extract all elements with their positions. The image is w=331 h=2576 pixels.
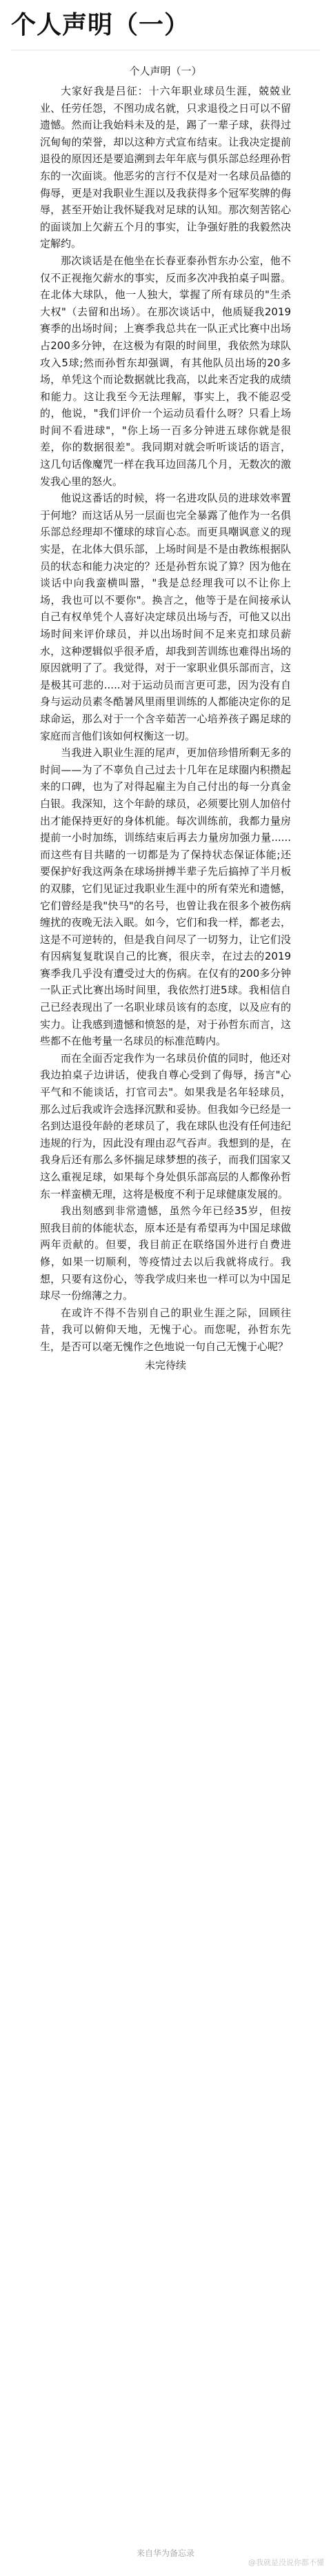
footer bbox=[0, 2542, 331, 2569]
paragraph-3: 他说这番话的时候，将一名进攻队员的进球效率置于何地？而这话从另一层面也完全暴露了他作为一名俱乐部总经理却不懂球的球盲心态。而更具嘲讽意义的现实是，在北体大俱乐部，上场时间是不是由教练根据队员的状态和能力决定的？还是孙哲东说了算？因为他在谈话中向我蛮横叫嚣，"我是总经理我可以不让你上场，我也可以不要你"。换言之，他等于是在间接承认自己有权单凭个人喜好决定球员出场与否，可他又以出场时间来评价球员，并以出场时间不足来克扣球员薪水，这种逻辑似乎很矛盾，却我到苦训练也难得出场的原因就明了了。我觉得，对于一家职业俱乐部而言，这是极其可悲的.....对于运动员而言更可悲，因为没有自身与运动员素冬酷暑风里雨里训练的人都能决定你的足球命运，那么对于一个含辛茹苦一心培养孩子踢足球的家庭而言他们该如何权衡这一切。 bbox=[40, 492, 291, 742]
paragraph-1: 大家好我是吕征：十六年职业球员生涯，兢兢业业、任劳任怨，不图功成名就，只求退役之日可以不留遗憾。然而让我始料未及的是，踢了一辈子球，获得过沉甸甸的荣誉，却以这种方式宣布结束。让我决定提前退役的原因还是要追溯到去年年底与俱乐部总经理孙哲东的一次面谈。他恶劣的言行不仅是对一名球员品德的侮辱，更是对我职业生涯以及我获得多个冠军奖牌的侮辱，甚至开始让我怀疑我对足球的认知。那次刻苦铭心的面谈加上欠薪五个月的事实，让争强好胜的我毅然决定解约。 bbox=[40, 85, 291, 250]
source-label: 来自华为备忘录 bbox=[136, 2548, 194, 2558]
document-body bbox=[40, 62, 291, 1374]
paragraph-2: 那次谈话是在他坐在长春亚泰孙哲东办公室，他不仅不正视拖欠薪水的事实，反而多次冲我拍桌子叫嚣。在北体大球队，他一人独大，掌握了所有球员的"生杀大权"（去留和出场）。在那次谈话中，他质疑我2019赛季的出场时间；上赛季我总共在一队正式比赛中出场占200多分钟，在这极为有限的时间里，我依然为球队攻入5球;然而孙哲东却强调，有其他队员出场的20多场，单凭这个而论数据就比我高，以此来否定我的成绩和能力。这让我至今无法理解，事实上，我不能忍受的，他说，"我们评价一个运动员看什么呀？只看上场时间不看进球"，"你上场一百多分钟进五球你就是很差，你的数据很差"。我同期对就会听听谈话的语言，这几句话像魔咒一样在我耳边回荡几个月，无数次的激发我心里的怒火。 bbox=[40, 254, 291, 488]
paragraph-6: 我出刻感到非常遗憾，虽然今年已经35岁，但按照我目前的体能状态，原本还是有希望再为中国足球做两年贡献的。但要，我目前正在联络国外进行自费进修，如果一切顺利，等疫情过去以后我就将成行。我想，只要有这份心，等我学成归来也一样可以为中国足球尽一份绵薄之力。 bbox=[40, 1205, 291, 1302]
paragraph-5: 而在全面否定我作为一名球员价值的同时，他还对我边拍桌子边讲话，使我自尊心受到了侮辱，扬言"心平气和不能谈话，打官司去"。如果我是名年轻球员，那么过后我或许会选择沉默和妥协。但我如今已经是一名到达退役年龄的老球员了，我在球队也没有任何违纪违规的行为，因此没有理由忍气吞声。我想到的是，在我身后还有那么多怀揣足球梦想的孩子，而我们国家又这么重视足球，如果每个身处俱乐部高层的人都像孙哲东一样蛮横无理，这将是极度不利于足球健康发展的。 bbox=[40, 1051, 291, 1200]
closing-text: 未完待续 bbox=[144, 1358, 186, 1371]
watermark: @我就是没说你都不懂 bbox=[248, 2558, 324, 2567]
document-subtitle: 个人声明（一） bbox=[129, 65, 202, 77]
page-title: 个人声明（一） bbox=[11, 11, 190, 39]
paragraph-4: 当我进入职业生涯的尾声，更加倍珍惜所剩无多的时间——为了不辜负自己过去十几年在足球圈内积攒起来的口碑，也为了对得起雇主为自己付出的每一分真金白银。我深知，这个年龄的球员，必须要比别人加倍付出才能保持更好的身体机能。每次训练前，我都力量房提前一小时加练，训练结束后再去力量房加强力量......而这些有目共睹的一切都是为了保持状态保证体能;还要保护好我这两条在球场拼搏半辈子先后搞掉了半月板的双膝，它们见证过我职业生涯中的所有荣光和遗憾，它们曾经是我"快马"的名号，也曾让我在很多个被伤病缠扰的夜晚无法入眠。如今，它们和我一样，都老去，这是不可逆转的，但是我自问尽了一切努力，让它们没有因病复复耽误自己的比赛，很庆幸，在过去的2019赛季我几乎没有遭受过大的伤病。在仅有的200多分钟一队正式比赛出场时间里，我依然打进5球。我相信自己已经表现出了一名职业球员该有的态度，以及应有的实力。让我感到遗憾和愤怒的是，对于孙哲东而言，这些都不在他考量一名球员的标准范畴内。 bbox=[40, 746, 291, 1048]
paragraph-7: 在或许不得不告别自己的职业生涯之际，回顾往昔，我可以俯仰天地，无愧于心。而您呢，孙哲东先生，是否可以毫无愧作之色地说一句自己无愧于心呢？ bbox=[40, 1306, 291, 1353]
